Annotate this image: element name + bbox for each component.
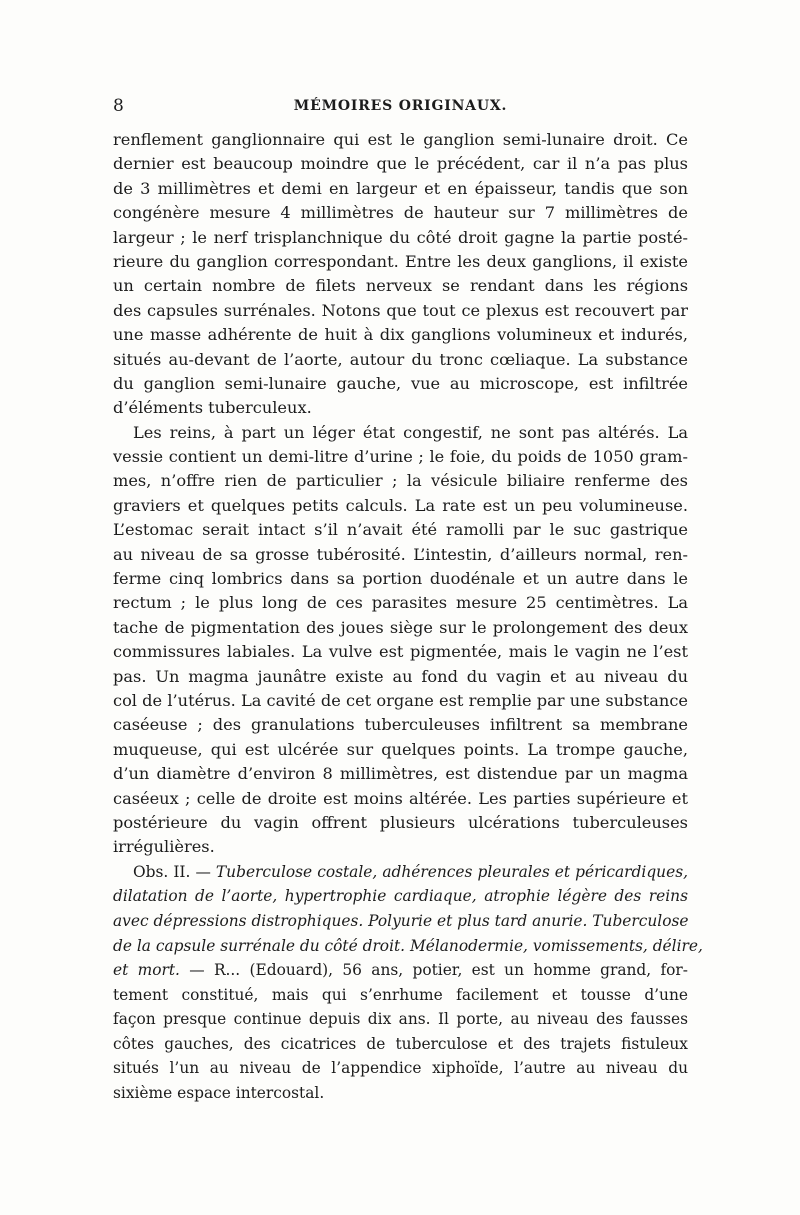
- running-head: MÉMOIRES ORIGINAUX.: [293, 98, 508, 114]
- text-line: des capsules surrénales. Notons que tout ce plexus est recouvert par: [113, 300, 688, 320]
- observation-title-line: dilatation de l’aorte, hypertrophie cardiaque, atrophie légère des reins: [113, 887, 688, 906]
- paragraph-ganglions: [113, 128, 688, 421]
- text-line: du ganglion semi-lunaire gauche, vue au microscope, est infiltrée: [113, 373, 688, 393]
- text-line: d’un diamètre d’environ 8 millimètres, est distendue par un magma: [113, 764, 688, 784]
- text-line: caséeux ; celle de droite est moins altérée. Les parties supérieure et: [113, 788, 688, 808]
- text-line: de 3 millimètres et demi en largeur et en épaisseur, tandis que son: [113, 178, 688, 198]
- text-line: rieure du ganglion correspondant. Entre les deux ganglions, il existe: [113, 251, 688, 271]
- observation-title-end: et mort.: [113, 961, 180, 980]
- text-line: une masse adhérente de huit à dix ganglions volumineux et indurés,: [113, 325, 688, 345]
- text-line: côtes gauches, des cicatrices de tuberculose et des trajets fistuleux: [113, 1034, 688, 1053]
- observation-title-end-line: [113, 958, 688, 983]
- text-line: postérieure du vagin offrent plusieurs ulcérations tuberculeuses: [113, 812, 688, 832]
- text-line: situés au-devant de l’aorte, autour du tronc cœliaque. La substance: [113, 349, 688, 369]
- observation-heading-line: [113, 860, 688, 885]
- observation-text: — R... (Edouard), 56 ans, potier, est un homme grand, for-: [189, 961, 688, 980]
- page-number: 8: [113, 96, 125, 116]
- text-line: situés l’un au niveau de l’appendice xiphoïde, l’autre au niveau du: [113, 1059, 688, 1078]
- text-line: un certain nombre de filets nerveux se rendant dans les régions: [113, 276, 688, 296]
- observation-block: [113, 860, 703, 1106]
- text-line: muqueuse, qui est ulcérée sur quelques points. La trompe gauche,: [113, 739, 688, 759]
- text-line: graviers et quelques petits calculs. La rate est un peu volumineuse.: [113, 495, 688, 515]
- observation-title: Tuberculose costale, adhérences pleurales et péricardiques,: [215, 862, 688, 881]
- page-header: [113, 96, 688, 120]
- text-line: tement constitué, mais qui s’enrhume facilement et tousse d’une: [113, 985, 688, 1004]
- observation-title-line: de la capsule surrénale du côté droit. Mélanodermie, vomissements, délire,: [113, 936, 703, 955]
- text-line: largeur ; le nerf trisplanchnique du côté droit gagne la partie posté-: [113, 227, 688, 247]
- text-line: ferme cinq lombrics dans sa portion duodénale et un autre dans le: [113, 569, 688, 589]
- text-line: commissures labiales. La vulve est pigmentée, mais le vagin ne l’est: [113, 642, 688, 662]
- text-line: congénère mesure 4 millimètres de hauteur sur 7 millimètres de: [113, 203, 688, 223]
- text-line: tache de pigmentation des joues siège sur le prolongement des deux: [113, 617, 688, 637]
- text-line: rectum ; le plus long de ces parasites mesure 25 centimètres. La: [113, 593, 688, 613]
- text-line: renflement ganglionnaire qui est le ganglion semi-lunaire droit. Ce: [113, 130, 688, 149]
- text-line: caséeuse ; des granulations tuberculeuses infiltrent sa membrane: [113, 715, 688, 735]
- text-line: L’estomac serait intact s’il n’avait été ramolli par le suc gastrique: [113, 520, 688, 540]
- text-line: d’éléments tuberculeux.: [113, 398, 312, 418]
- text-line: vessie contient un demi-litre d’urine ; le foie, du poids de 1050 gram-: [113, 447, 688, 467]
- text-line: sixième espace intercostal.: [113, 1084, 325, 1103]
- text-line: Les reins, à part un léger état congestif, ne sont pas altérés. La: [133, 422, 688, 442]
- text-line: col de l’utérus. La cavité de cet organe est remplie par une substance: [113, 690, 688, 710]
- text-line: pas. Un magma jaunâtre existe au fond du vagin et au niveau du: [113, 666, 688, 686]
- paragraph-organs: [113, 421, 688, 860]
- document-page: [113, 96, 703, 1106]
- text-line: dernier est beaucoup moindre que le précédent, car il n’a pas plus: [113, 154, 688, 174]
- observation-label: Obs. II. —: [133, 862, 211, 881]
- observation-title-line: avec dépressions distrophiques. Polyurie et plus tard anurie. Tuberculose: [113, 911, 689, 930]
- text-line: mes, n’offre rien de particulier ; la vésicule biliaire renferme des: [113, 471, 688, 491]
- text-line: irrégulières.: [113, 837, 215, 857]
- text-line: façon presque continue depuis dix ans. Il porte, au niveau des fausses: [113, 1010, 688, 1029]
- text-line: au niveau de sa grosse tubérosité. L’intestin, d’ailleurs normal, ren-: [113, 544, 688, 564]
